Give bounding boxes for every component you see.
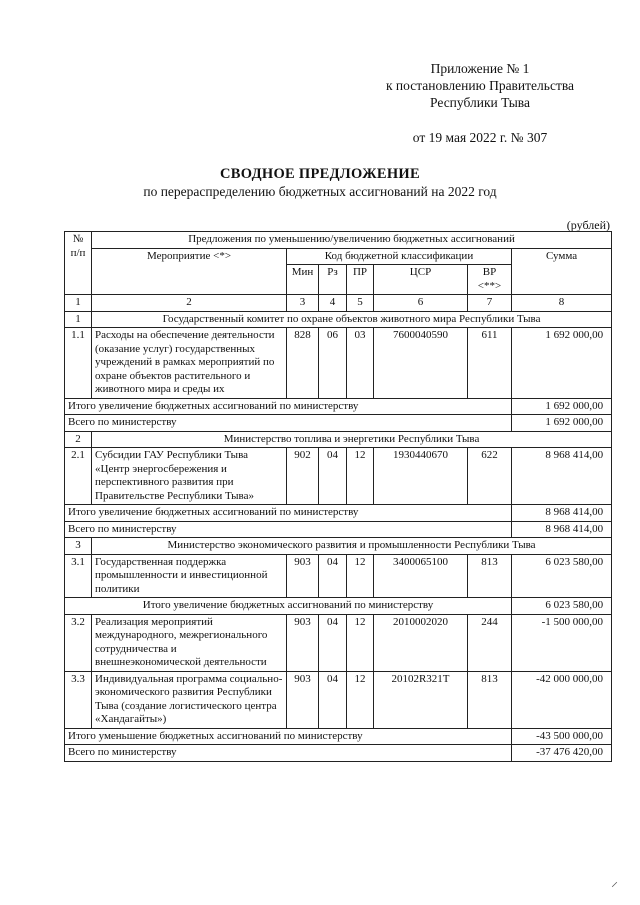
subtotal-row	[65, 505, 612, 522]
section-title: Государственный комитет по охране объектов животного мира Республики Тыва	[92, 311, 612, 328]
row-pr: 12	[347, 554, 374, 598]
row-num: 2.1	[65, 448, 92, 505]
total-row	[65, 415, 612, 432]
row-min: 902	[287, 448, 319, 505]
table-row	[65, 448, 612, 505]
row-min: 903	[287, 554, 319, 598]
table-row	[65, 614, 612, 671]
col-number: 6	[374, 295, 468, 312]
appendix-date: от 19 мая 2022 г. № 307	[412, 130, 548, 145]
row-pr: 12	[347, 614, 374, 671]
col-number: 7	[468, 295, 512, 312]
subtotal-sum: 1 692 000,00	[512, 398, 612, 415]
col-number: 1	[65, 295, 92, 312]
row-csr: 20102R321T	[374, 671, 468, 728]
col-number: 3	[287, 295, 319, 312]
header-vr: ВР <**>	[468, 265, 512, 295]
row-num: 3.3	[65, 671, 92, 728]
section-header-row	[65, 431, 612, 448]
subtotal-label: Итого уменьшение бюджетных ассигнований по министерству	[65, 728, 512, 745]
subtotal-sum: 8 968 414,00	[512, 505, 612, 522]
row-rz: 06	[319, 328, 347, 399]
scan-mark: ⸝	[611, 875, 618, 890]
section-num: 1	[65, 311, 92, 328]
total-row	[65, 521, 612, 538]
header-row	[65, 232, 612, 249]
row-min: 828	[287, 328, 319, 399]
subtotal-row	[65, 598, 612, 615]
appendix-line: к постановлению Правительства	[385, 78, 575, 93]
table-row	[65, 554, 612, 598]
section-header-row	[65, 311, 612, 328]
header-num: № п/п	[65, 232, 92, 295]
subtotal-sum: 6 023 580,00	[512, 598, 612, 615]
row-sum: 1 692 000,00	[512, 328, 612, 399]
subtotal-row	[65, 398, 612, 415]
row-vr: 813	[468, 554, 512, 598]
subtotal-label: Итого увеличение бюджетных ассигнований по министерству	[65, 398, 512, 415]
row-csr: 3400065100	[374, 554, 468, 598]
table-row	[65, 671, 612, 728]
row-min: 903	[287, 614, 319, 671]
col-number: 2	[92, 295, 287, 312]
section-title: Министерство экономического развития и промышленности Республики Тыва	[92, 538, 612, 555]
row-name: Субсидии ГАУ Республики Тыва «Центр энергосбережения и перспективного развития при Правительстве Республики Тыва»	[92, 448, 287, 505]
header-activity: Мероприятие <*>	[92, 248, 287, 295]
budget-table	[64, 231, 612, 762]
header-sum: Сумма	[512, 248, 612, 295]
row-sum: -1 500 000,00	[512, 614, 612, 671]
units-label: (рублей)	[566, 218, 610, 232]
table-row	[65, 328, 612, 399]
row-pr: 12	[347, 671, 374, 728]
row-vr: 611	[468, 328, 512, 399]
row-vr: 622	[468, 448, 512, 505]
row-rz: 04	[319, 671, 347, 728]
header-row	[65, 248, 612, 265]
row-num: 3.1	[65, 554, 92, 598]
row-pr: 12	[347, 448, 374, 505]
section-num: 3	[65, 538, 92, 555]
row-rz: 04	[319, 614, 347, 671]
row-rz: 04	[319, 448, 347, 505]
total-label: Всего по министерству	[65, 415, 512, 432]
row-num: 1.1	[65, 328, 92, 399]
row-rz: 04	[319, 554, 347, 598]
section-title: Министерство топлива и энергетики Республики Тыва	[92, 431, 612, 448]
row-min: 903	[287, 671, 319, 728]
subtotal-label: Итого увеличение бюджетных ассигнований по министерству	[65, 505, 512, 522]
header-csr: ЦСР	[374, 265, 468, 295]
row-name: Государственная поддержка промышленности и инвестиционной политики	[92, 554, 287, 598]
subtotal-sum: -43 500 000,00	[512, 728, 612, 745]
row-sum: 6 023 580,00	[512, 554, 612, 598]
total-label: Всего по министерству	[65, 521, 512, 538]
document-title: СВОДНОЕ ПРЕДЛОЖЕНИЕ	[220, 166, 420, 182]
col-number: 5	[347, 295, 374, 312]
section-num: 2	[65, 431, 92, 448]
header-rz: Рз	[319, 265, 347, 295]
row-num: 3.2	[65, 614, 92, 671]
row-pr: 03	[347, 328, 374, 399]
col-number: 8	[512, 295, 612, 312]
row-sum: 8 968 414,00	[512, 448, 612, 505]
subtotal-row	[65, 728, 612, 745]
appendix-block	[360, 60, 600, 146]
header-code: Код бюджетной классификации	[287, 248, 512, 265]
section-header-row	[65, 538, 612, 555]
row-vr: 244	[468, 614, 512, 671]
total-sum: -37 476 420,00	[512, 745, 612, 762]
total-sum: 1 692 000,00	[512, 415, 612, 432]
column-numbers-row	[65, 295, 612, 312]
header-proposals: Предложения по уменьшению/увеличению бюджетных ассигнований	[92, 232, 612, 249]
row-csr: 7600040590	[374, 328, 468, 399]
appendix-line: Республики Тыва	[430, 95, 530, 110]
row-csr: 2010002020	[374, 614, 468, 671]
row-vr: 813	[468, 671, 512, 728]
row-csr: 1930440670	[374, 448, 468, 505]
header-pr: ПР	[347, 265, 374, 295]
row-name: Индивидуальная программа социально-экономического развития Республики Тыва (создание логистического центра «Хандагайты»)	[92, 671, 287, 728]
document-subtitle: по перераспределению бюджетных ассигнований на 2022 год	[143, 184, 497, 199]
total-sum: 8 968 414,00	[512, 521, 612, 538]
total-label: Всего по министерству	[65, 745, 512, 762]
subtotal-label: Итого увеличение бюджетных ассигнований по министерству	[65, 598, 512, 615]
row-name: Реализация мероприятий международного, межрегионального сотрудничества и внешнеэкономической деятельности	[92, 614, 287, 671]
row-name: Расходы на обеспечение деятельности (оказание услуг) государственных учреждений в рамках мероприятий по охране объектов растительного и животного мира и среды их	[92, 328, 287, 399]
total-row	[65, 745, 612, 762]
col-number: 4	[319, 295, 347, 312]
appendix-line: Приложение № 1	[430, 61, 530, 76]
row-sum: -42 000 000,00	[512, 671, 612, 728]
header-min: Мин	[287, 265, 319, 295]
